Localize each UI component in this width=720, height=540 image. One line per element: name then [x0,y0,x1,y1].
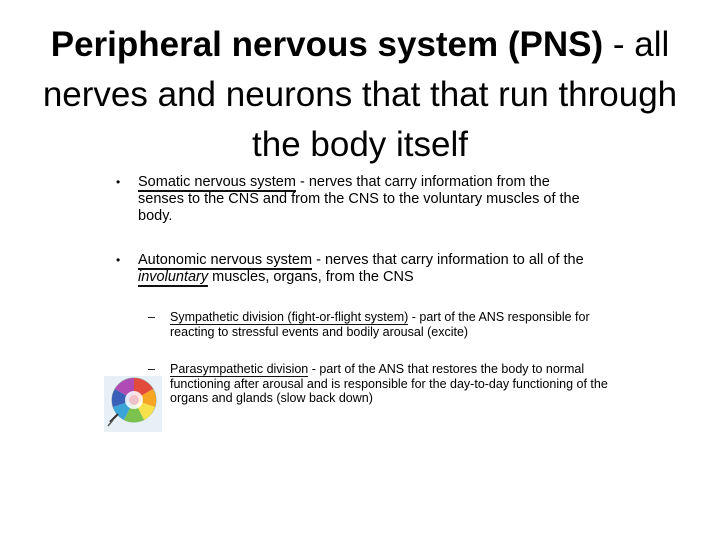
bullet-autonomic [116,252,608,286]
bullet-somatic [116,174,598,225]
term-somatic: Somatic nervous system [138,174,296,190]
bullet-somatic-text: - nerves that carry information from the senses to the CNS and from the CNS to the voluntary muscles of the body. [138,174,580,224]
term-sympathetic: Sympathetic division (fight-or-flight system) [170,310,409,324]
dash-marker: – [148,310,155,324]
emphasis-involuntary: involuntary [138,269,209,285]
parachute-clipart-icon [104,376,162,432]
sub-sympathetic-text: - part of the ANS responsible for reacting to stressful events and bodily arousal (excite) [170,310,590,339]
sub-parasympathetic-text: - part of the ANS that restores the body to normal functioning after arousal and is responsible for the day-to-day functioning of the organs and glands (slow back down) [170,362,608,405]
slide-title [40,20,680,170]
title-rest: - all nerves and neurons that that run through the body itself [42,25,678,164]
term-parasympathetic: Parasympathetic division [170,362,309,376]
title-bold-term: Peripheral nervous system (PNS) [50,25,604,64]
bullet-autonomic-text-after: muscles, organs, from the CNS [208,269,414,285]
sub-bullet-sympathetic [148,310,610,339]
sub-bullet-parasympathetic [148,362,610,406]
bullet-marker: • [116,175,121,189]
dash-marker: – [148,362,155,376]
bullet-marker: • [116,253,121,267]
bullet-autonomic-text-before: - nerves that carry information to all of the [312,252,584,268]
term-autonomic: Autonomic nervous system [138,252,313,268]
